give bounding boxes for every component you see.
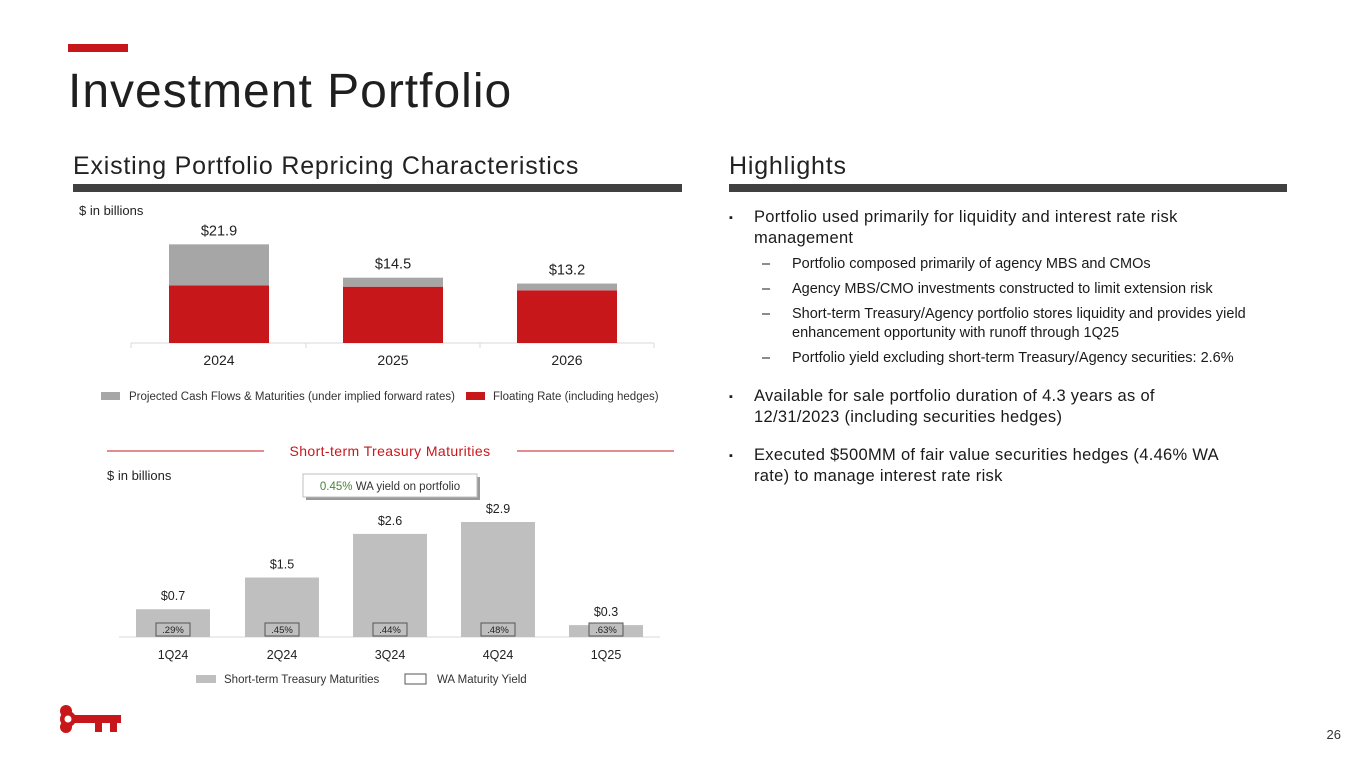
page-title: Investment Portfolio xyxy=(68,65,513,118)
highlights-list xyxy=(729,207,1281,504)
floating-rate-bar xyxy=(343,287,443,343)
chart2-value-label: $0.3 xyxy=(593,605,619,620)
wa-yield-label: .29% xyxy=(162,625,184,636)
highlight-subitem xyxy=(729,305,1281,343)
treasury-maturities-chart xyxy=(0,430,700,700)
legend-swatch-yield xyxy=(405,674,426,684)
callout-value: 0.45% xyxy=(319,481,353,493)
left-section-title: Existing Portfolio Repricing Characteristics xyxy=(73,152,580,180)
chart2-category-label: 1Q24 xyxy=(157,648,189,662)
floating-rate-bar xyxy=(169,285,269,343)
highlight-subitem xyxy=(729,255,1281,274)
chart1-category-label: 2026 xyxy=(551,352,583,368)
chart1-unit-label: $ in billions xyxy=(79,203,144,218)
highlight-text: Executed $500MM of fair value securities hedges (4.46% WA rate) to manage interest rate risk xyxy=(754,446,1219,485)
yield-callout-text xyxy=(320,481,460,493)
right-section-title: Highlights xyxy=(729,152,847,180)
chart1-category-label: 2024 xyxy=(203,352,235,368)
wa-yield-label: .45% xyxy=(271,625,293,636)
floating-rate-bar xyxy=(517,290,617,343)
wa-yield-label: .63% xyxy=(595,625,617,636)
highlight-text: Portfolio used primarily for liquidity and interest rate risk management xyxy=(754,208,1178,247)
chart1-total-label: $21.9 xyxy=(200,223,238,240)
wa-yield-label: .44% xyxy=(379,625,401,636)
chart2-unit-label: $ in billions xyxy=(107,468,172,483)
bullet-icon: ▪ xyxy=(729,212,734,224)
chart2-category-label: 2Q24 xyxy=(266,648,298,662)
projected-cash-flows-bar xyxy=(343,278,443,287)
dash-icon: – xyxy=(762,281,771,297)
chart2-title: Short-term Treasury Maturities xyxy=(289,443,491,459)
highlight-subtext: Portfolio yield excluding short-term Treasury/Agency securities: 2.6% xyxy=(792,350,1234,366)
legend-swatch-treasury xyxy=(196,675,216,683)
dash-icon: – xyxy=(762,350,771,366)
bullet-icon: ▪ xyxy=(729,391,734,403)
legend-label-floating: Floating Rate (including hedges) xyxy=(493,391,659,403)
highlight-subtext: Short-term Treasury/Agency portfolio stores liquidity and provides yield enhancement opportunity with runoff through 1Q25 xyxy=(792,306,1246,341)
treasury-maturity-bar xyxy=(461,522,535,637)
treasury-maturity-bar xyxy=(353,534,427,637)
projected-cash-flows-bar xyxy=(517,284,617,291)
page-number: 26 xyxy=(1326,727,1341,742)
chart1-total-label: $14.5 xyxy=(374,256,412,273)
chart1-category-label: 2025 xyxy=(377,352,409,368)
repricing-chart xyxy=(0,0,700,420)
chart2-value-label: $2.6 xyxy=(377,513,403,528)
chart2-category-label: 1Q25 xyxy=(590,648,622,662)
dash-icon: – xyxy=(762,256,771,272)
chart2-value-label: $0.7 xyxy=(160,589,186,604)
chart1-total-label: $13.2 xyxy=(548,262,586,279)
highlight-text: Available for sale portfolio duration of 4.3 years as of 12/31/2023 (including securities hedges) xyxy=(754,387,1155,426)
chart2-category-label: 3Q24 xyxy=(374,648,406,662)
right-section-rule xyxy=(729,184,1287,192)
highlight-item xyxy=(729,207,1281,368)
highlight-subtext: Agency MBS/CMO investments constructed to limit extension risk xyxy=(792,281,1213,297)
legend-label-yield: WA Maturity Yield xyxy=(437,674,527,686)
highlight-subitem xyxy=(729,349,1281,368)
chart2-value-label: $2.9 xyxy=(485,502,511,516)
highlight-item xyxy=(729,386,1281,428)
legend-swatch-floating xyxy=(466,392,485,400)
highlight-item xyxy=(729,445,1281,487)
legend-swatch-projected xyxy=(101,392,120,400)
chart2-value-label: $1.5 xyxy=(269,557,295,572)
key-logo xyxy=(57,704,123,734)
callout-label: WA yield on portfolio xyxy=(352,481,461,493)
wa-yield-label: .48% xyxy=(487,625,509,636)
legend-label-projected: Projected Cash Flows & Maturities (under implied forward rates) xyxy=(129,391,455,403)
dash-icon: – xyxy=(762,306,771,322)
highlight-subitem xyxy=(729,280,1281,299)
projected-cash-flows-bar xyxy=(169,244,269,285)
legend-label-treasury: Short-term Treasury Maturities xyxy=(224,674,380,686)
bullet-icon: ▪ xyxy=(729,450,734,462)
chart2-category-label: 4Q24 xyxy=(482,648,514,662)
highlight-subtext: Portfolio composed primarily of agency MBS and CMOs xyxy=(792,256,1151,272)
